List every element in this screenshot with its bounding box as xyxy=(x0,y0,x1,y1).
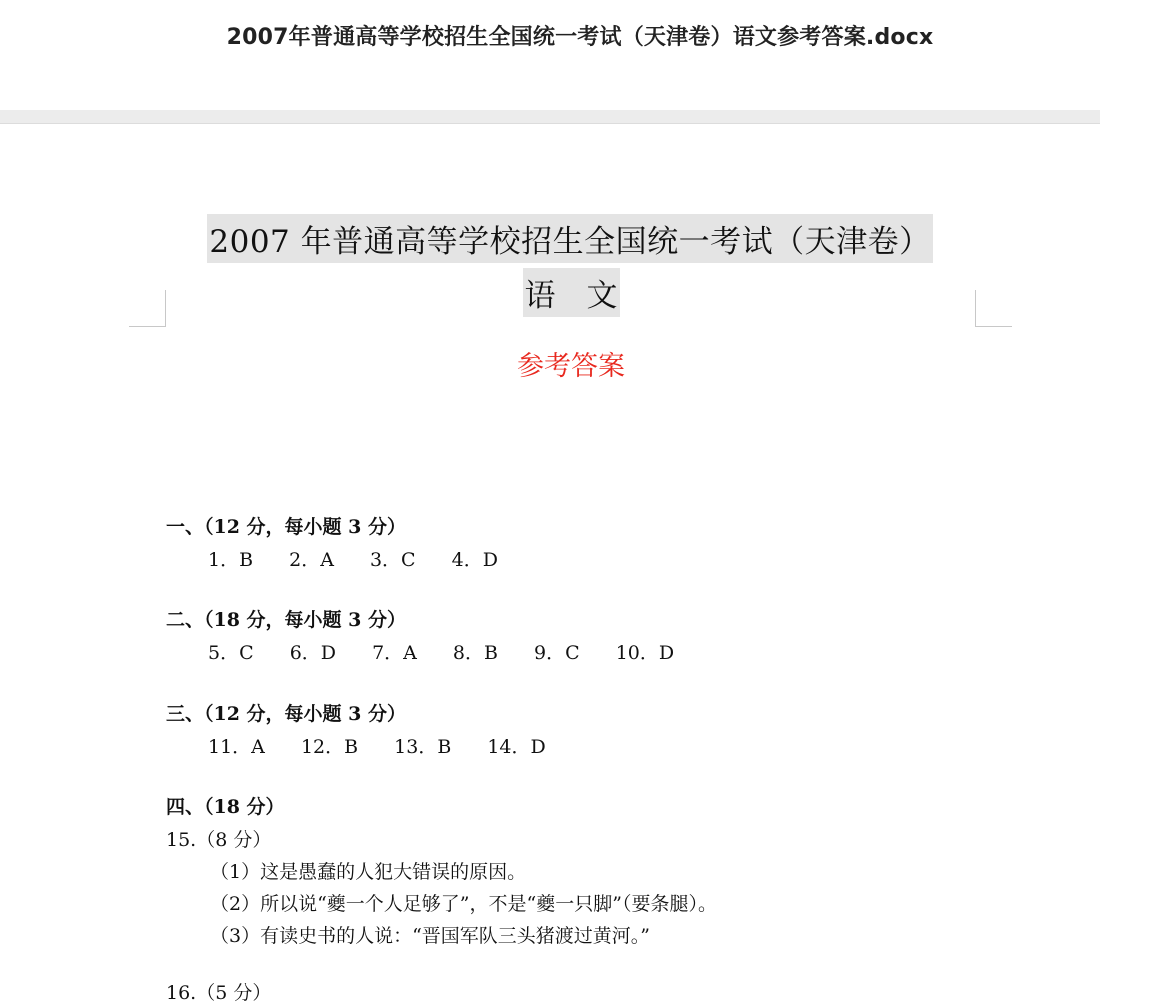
window-title: 2007年普通高等学校招生全国统一考试（天津卷）语文参考答案.docx xyxy=(226,25,934,50)
section-3-answers xyxy=(208,732,576,759)
answer-item: 6．D xyxy=(289,642,337,664)
section-3-heading: 三、（12 分，每小题 3 分） xyxy=(166,703,407,725)
question-15-line-1: （1）这是愚蠢的人犯大错误的原因。 xyxy=(210,861,527,883)
section-1-heading: 一、（12 分，每小题 3 分） xyxy=(166,516,407,538)
question-16-label: 16.（5 分） xyxy=(166,982,272,1004)
answer-item: 13．B xyxy=(394,736,452,758)
section-1-answers xyxy=(208,545,528,572)
title-bar xyxy=(0,0,1100,110)
answer-item: 12．B xyxy=(300,736,359,758)
question-15-label: 15.（8 分） xyxy=(166,829,272,851)
section-4-heading: 四、（18 分） xyxy=(166,796,285,818)
question-15-line-3: （3）有读史书的人说：“晋国军队三头猪渡过黄河。” xyxy=(210,925,651,947)
answer-item: 4．D xyxy=(451,549,498,571)
question-15-line-2: （2）所以说“夔一个人足够了”，不是“夔一只脚”（要条腿）。 xyxy=(210,893,717,915)
answer-item: 7．A xyxy=(372,642,417,664)
answer-heading: 参考答案 xyxy=(517,351,625,382)
document-title-text: 2007 年普通高等学校招生全国统一考试（天津卷） xyxy=(207,214,932,263)
answer-item: 8．B xyxy=(452,642,498,664)
answer-item: 3．C xyxy=(369,549,416,571)
answer-item: 5．C xyxy=(208,642,254,664)
answer-item: 14．D xyxy=(487,736,546,758)
answer-item: 11．A xyxy=(208,736,265,758)
section-2-heading: 二、（18 分，每小题 3 分） xyxy=(166,609,407,631)
toolbar-divider xyxy=(0,110,1100,124)
document-title xyxy=(0,214,1140,263)
answer-item: 10．D xyxy=(615,642,675,664)
answer-item: 2．A xyxy=(289,549,334,571)
subject-title-text: 语 文 xyxy=(523,268,620,317)
subject-title xyxy=(0,268,1142,317)
answer-item: 9．C xyxy=(534,642,580,664)
answer-item: 1．B xyxy=(208,549,254,571)
section-2-answers xyxy=(208,638,704,665)
